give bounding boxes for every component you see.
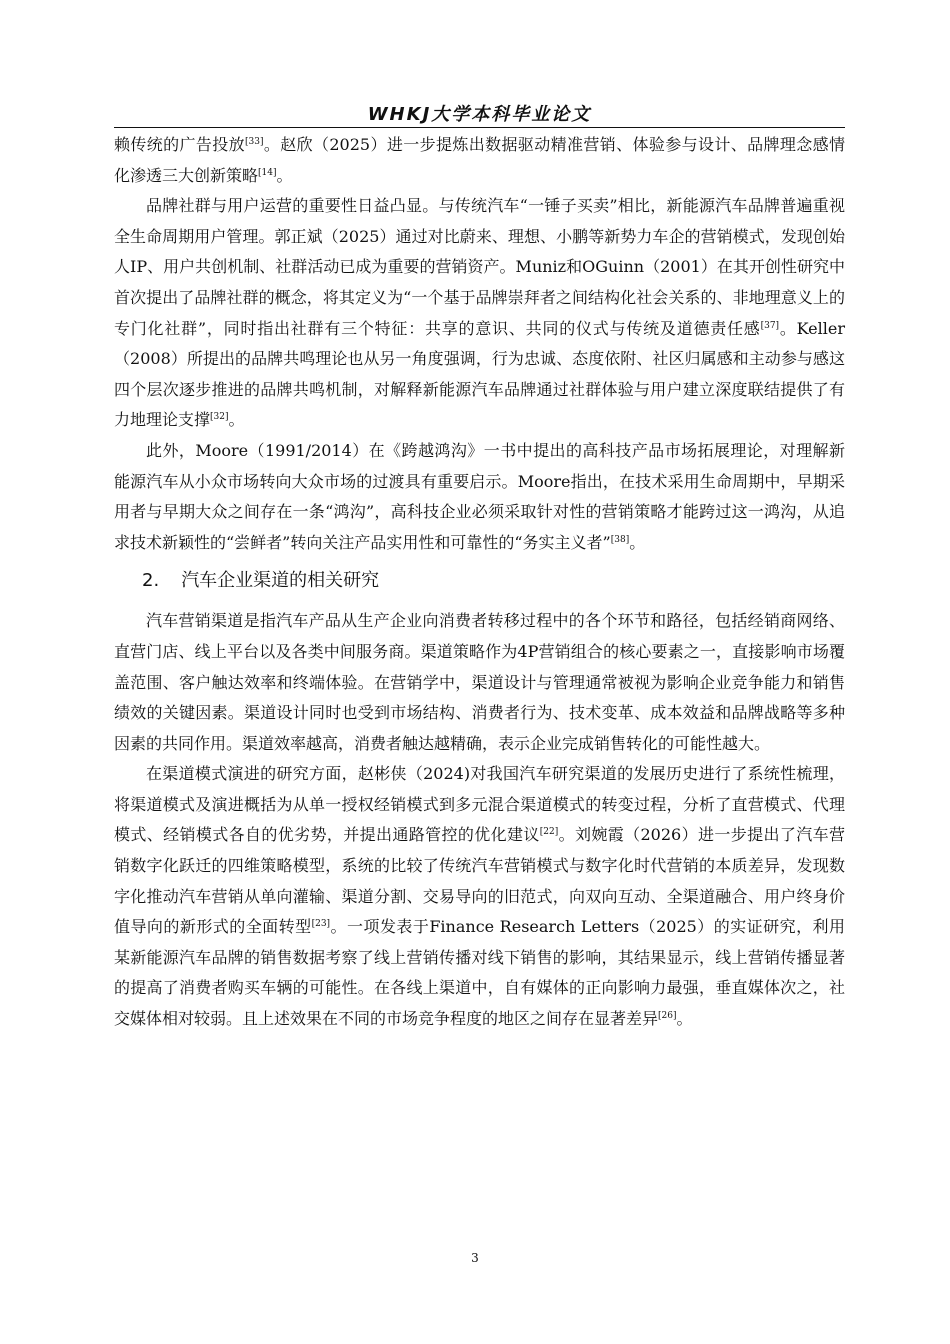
text-run: 品牌社群与用户运营的重要性日益凸显。与传统汽车“一锤子买卖”相比，新能源汽车品牌普遍重视全生命周期用户管理。郭正斌（2025）通过对比蔚来、理想、小鹏等新势力车企的营销模式，发现创始人IP、用户共创机制、社群活动已成为重要的营销资产。Muniz和OGuinn（2001）在其开创性研究中首次提出了品牌社群的概念，将其定义为“一个基于品牌崇拜者之间结构化社会关系的、非地理意义上的专门化社群”，同时指出社群有三个特征：共享的意识、共同的仪式与传统及道德责任感: [114, 196, 845, 338]
citation: [22]: [539, 827, 559, 838]
text-run: 。一项发表于Finance Research Letters（2025）的实证研究，利用某新能源汽车品牌的销售数据考察了线上营销传播对线下销售的影响，其结果显示，线上营销传播显著的提高了消费者购买车辆的可能性。在各线上渠道中，自有媒体的正向影响力最强，垂直媒体次之，社交媒体相对较弱。且上述效果在不同的市场竞争程度的地区之间存在显著差异: [114, 917, 845, 1029]
citation: [23]: [311, 919, 331, 930]
section-title: 汽车企业渠道的相关研究: [181, 570, 380, 592]
paragraph: [114, 606, 845, 759]
citation: [38]: [610, 534, 630, 545]
citation: [14]: [258, 167, 277, 178]
page-header: WHKJ大学本科毕业论文: [367, 104, 592, 125]
text-run: 。Keller（2008）所提出的品牌共鸣理论也从另一角度强调，行为忠诚、态度依附、社区归属感和主动参与感这四个层次逐步推进的品牌共鸣机制，对解释新能源汽车品牌通过社群体验与用户建立深度联结提供了有力地理论支撑: [114, 318, 845, 430]
text-run: 。: [676, 1009, 693, 1029]
paragraph: [114, 436, 845, 558]
page-number: 3: [471, 1251, 479, 1265]
section-number: 2.: [142, 570, 160, 592]
paragraph: [114, 191, 845, 436]
text-run: 此外，Moore（1991/2014）在《跨越鸿沟》一书中提出的高科技产品市场拓展理论，对理解新能源汽车从小众市场转向大众市场的过渡具有重要启示。Moore指出，在技术采用生命周期中，早期采用者与早期大众之间存在一条“鸿沟”，高科技企业必须采取针对性的营销策略才能跨过这一鸿沟，从追求技术新颖性的“尝鲜者”转向关注产品实用性和可靠性的“务实主义者”: [114, 440, 845, 552]
paragraph: [114, 759, 845, 1034]
paragraph: [114, 130, 845, 191]
citation: [26]: [658, 1011, 677, 1022]
section-heading: [114, 564, 845, 598]
text-run: 赖传统的广告投放: [114, 135, 246, 154]
citation: [32]: [210, 412, 229, 423]
text-run: 。刘婉霞（2026）进一步提出了汽车营销数字化跃迁的四维策略模型，系统的比较了传统汽车营销模式与数字化时代营销的本质差异，发现数字化推动汽车营销从单向灌输、渠道分割、交易导向的旧范式，向双向互动、全渠道融合、用户终身价值导向的新形式的全面转型: [114, 825, 845, 937]
text-run: 在渠道模式演进的研究方面，赵彬侠（2024)对我国汽车研究渠道的发展历史进行了系统性梳理，将渠道模式及演进概括为从单一授权经销模式到多元混合渠道模式的转变过程，分析了直营模式、代理模式、经销模式各自的优劣势，并提出通路管控的优化建议: [114, 764, 845, 845]
citation: [37]: [760, 320, 780, 331]
text-run: 。: [276, 165, 293, 185]
header-rule: [114, 127, 845, 128]
text-run: 。: [629, 532, 646, 552]
text-run: 汽车营销渠道是指汽车产品从生产企业向消费者转移过程中的各个环节和路径，包括经销商网络、直营门店、线上平台以及各类中间服务商。渠道策略作为4P营销组合的核心要素之一，直接影响市场覆盖范围、客户触达效率和终端体验。在营销学中，渠道设计与管理通常被视为影响企业竞争能力和销售绩效的关键因素。渠道设计同时也受到市场结构、消费者行为、技术变革、成本效益和品牌战略等多种因素的共同作用。渠道效率越高，消费者触达越精确，表示企业完成销售转化的可能性越大。: [114, 611, 845, 753]
text-run: 。: [228, 410, 245, 430]
text-run: 。赵欣（2025）进一步提炼出数据驱动精准营销、体验参与设计、品牌理念感情化渗透三大创新策略: [114, 135, 845, 185]
citation: [33]: [245, 137, 264, 147]
body-text: [114, 130, 845, 1035]
